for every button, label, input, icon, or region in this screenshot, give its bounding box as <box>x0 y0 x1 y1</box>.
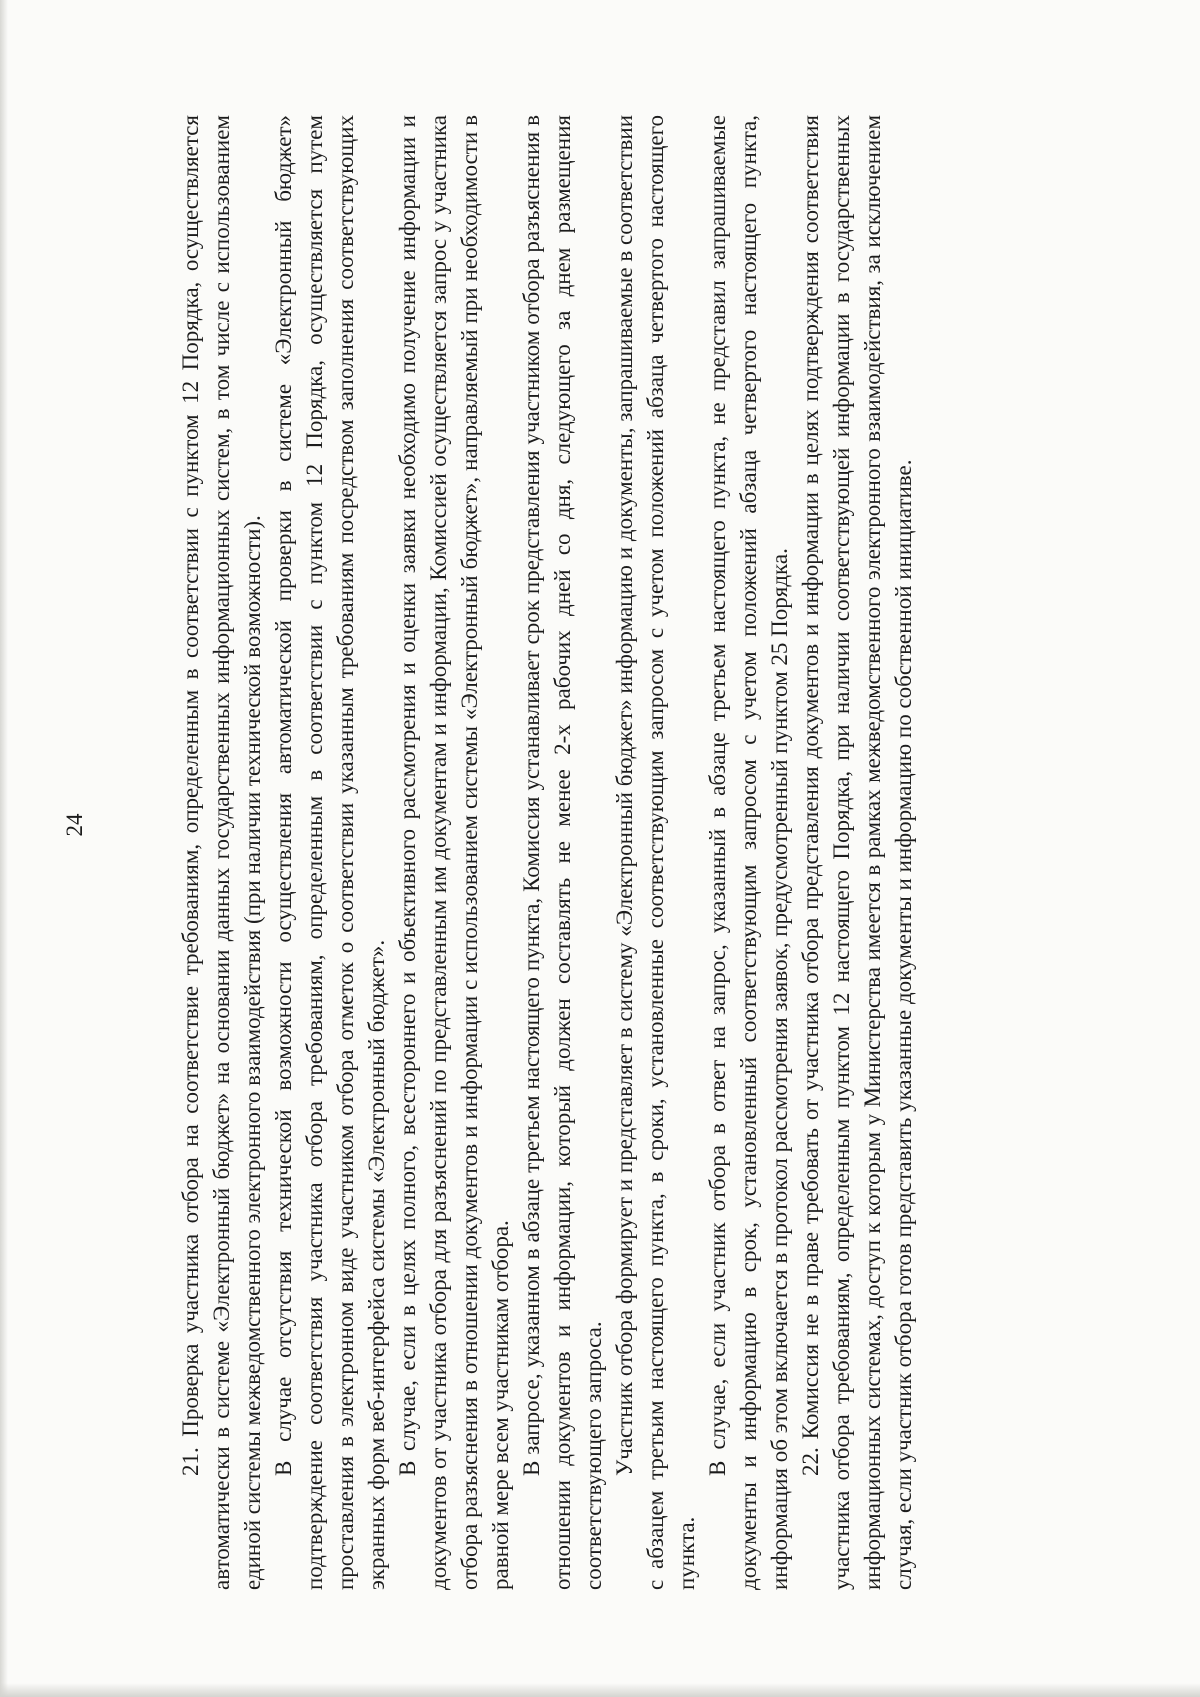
scan-edge-bottom <box>0 1683 1200 1697</box>
paragraph-22-commission-rights: 22. Комиссия не в праве требовать от участника отбора представления документов и информации в целях подтверждения соответствия участника отбора требованиям, определенным пунктом 12 настоящего Порядка, при наличии соответствующей информации в государственных информационных системах, доступ к которым у Министерства имеется в рамках межведомственного электронного взаимодействия, за исключением случая, если участник отбора готов представить указанные документы и информацию по собственной инициативе. <box>798 115 916 1590</box>
page-number: 24 <box>62 813 87 837</box>
document-body <box>175 115 919 1590</box>
paragraph-request-deadline: В запросе, указанном в абзаце третьем настоящего пункта, Комиссия устанавливает срок представления участником отбора разъяснения в отношении документов и информации, который должен составлять не менее 2-х рабочих дней со дня, следующего за днем размещения соответствующего запроса. <box>519 115 606 1590</box>
paragraph-clarification-request: В случае, если в целях полного, всестороннего и объективного рассмотрения и оценки заявки необходимо получение информации и документов от участника отбора для разъяснений по представленным им документам и информации, Комиссией осуществляется запрос у участника отбора разъяснения в отношении документов и информации с использованием системы «Электронный бюджет», направляемый при необходимости в равной мере всем участникам отбора. <box>395 115 513 1590</box>
paragraph-failure-to-submit: В случае, если участник отбора в ответ на запрос, указанный в абзаце третьем настоящего пункта, не представил запрашиваемые документы и информацию в срок, установленный соответствующим запросом с учетом положений абзаца четвертого настоящего пункта, информация об этом включается в протокол рассмотрения заявок, предусмотренный пунктом 25 Порядка. <box>705 115 792 1590</box>
paragraph-no-technical-possibility: В случае отсутствия технической возможности осуществления автоматической проверки в системе «Электронный бюджет» подтверждение соответствия участника отбора требованиям, определенным в соответствии с пунктом 12 Порядка, осуществляется путем проставления в электронном виде участником отбора отметок о соответствии указанным требованиям посредством заполнения соответствующих экранных форм веб-интерфейса системы «Электронный бюджет». <box>271 115 389 1590</box>
rotated-text-sheet <box>62 60 1055 1590</box>
scan-edge-left <box>0 0 8 1697</box>
paragraph-21-verification: 21. Проверка участника отбора на соответствие требованиям, определенным в соответствии с пунктом 12 Порядка, осуществляется автоматически в системе «Электронный бюджет» на основании данных государственных информационных систем, в том числе с использованием единой системы межведомственного электронного взаимодействия (при наличии технической возможности). <box>178 115 265 1590</box>
paragraph-participant-submits: Участник отбора формирует и представляет в систему «Электронный бюджет» информацию и документы, запрашиваемые в соответствии с абзацем третьим настоящего пункта, в сроки, установленные соответствующим запросом с учетом положений абзаца четвертого настоящего пункта. <box>612 115 699 1590</box>
